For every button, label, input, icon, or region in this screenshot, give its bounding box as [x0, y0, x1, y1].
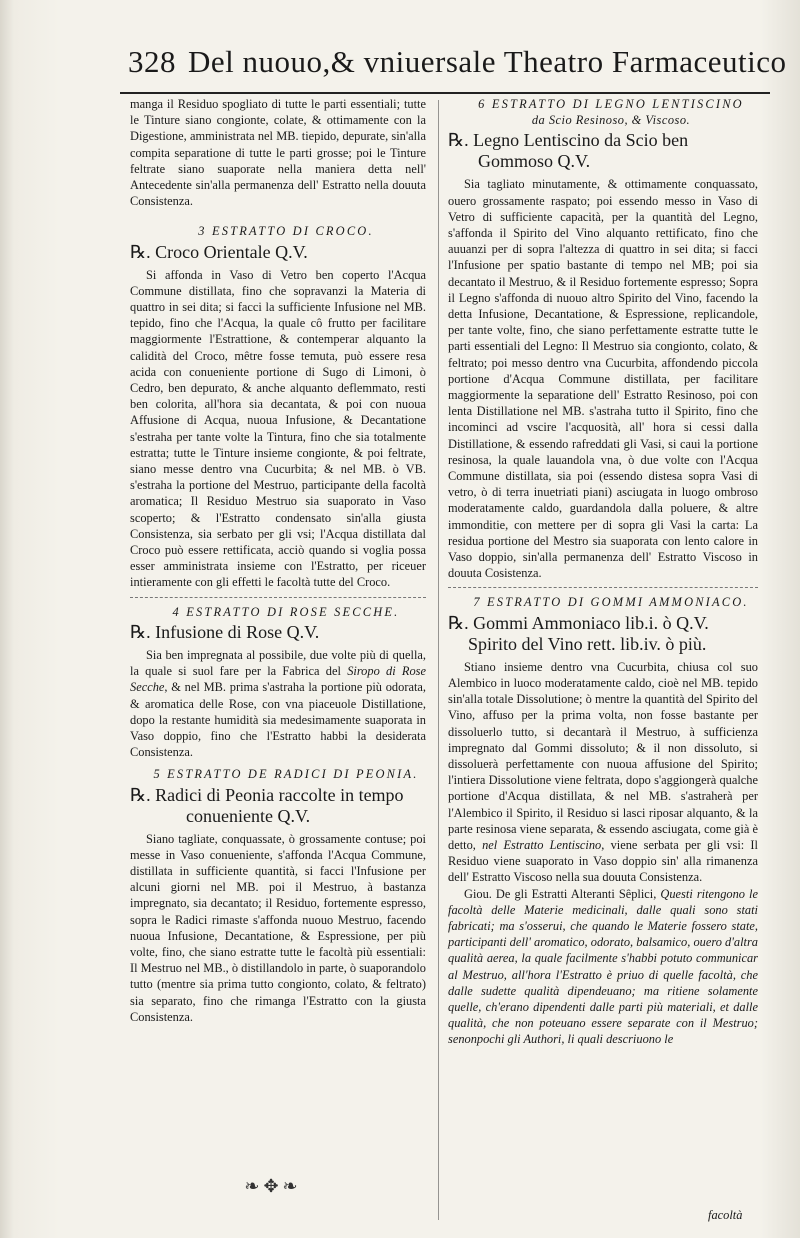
section-3-title: 3 ESTRATTO DI CROCO.: [198, 224, 374, 239]
section-3-body: Si affonda in Vaso di Vetro ben coperto l'Acqua Commune distillata, fino che sopravanzi la Materia di quattro in sei dita; si facci la sufficiente Infusione nel MB. tepido, fino che l'Acqua, la quale cô frutto per facilitare maggiormente l'Estrattione, & contemperar alquanto la calidità del Croco, mêtre fosse temuta, può essere resa acida con conueniente portione di Sugo di Limoni, ò Cedro, ben depurato, & anche alquanto deflemmato, resti ben colorita, all'hora sia decantata, & poi con nuoua Affusione di Acqua, nuoua Infusione, & Decantatione s'estraha per tante volte la Tintura, fino che sia totalmente estratta; tutte le Tinture insieme congionte, & poi feltrate, siano messe dentro vna Cucurbita; & nel MB. ò VB. s'estraha la portione del Mestruo, participante della facoltà aromatica; Il Residuo Mestruo sia suaporato in Vaso scoperto; & l'Estratto condensato sin'alla giusta Consistenza, sia serbato per gli vsi; l'Acqua distillata dal Croco può essere rettificata, acciò quando si voglia possa esser amministrata insieme con l'Estratto, per riceuer intieramente con gli effetti le facoltà tutte del Croco.: [130, 267, 426, 590]
section-6-recipe-line-1: ℞. Legno Lentiscino da Scio ben: [448, 130, 689, 151]
section-5-body: Siano tagliate, conquassate, ò grossamente contuse; poi messe in Vaso conueniente, s'affonda l'Acqua Commune, distillata in sufficiente quantità, si facci l'Infusione per alcuni giorni nel MB. poi il Mestruo, à bastanza impregnato, sia decantato; il Residuo, fortemente espresso, sopra le Radici rimaste s'affonda nuouo Mestruo, facendo nuoua Infusione, Decantatione, & Espressione, per più volte, fino, che siano estratte tutte le facoltà più essentiali: Il Mestruo nel MB., ò distillandolo in parte, ò suaporandolo tutto (mentre sia prima tutto congionto, colato, & feltrato) sia separato, fino che rimanga l'Estratto con la giusta Consistenza.: [130, 831, 426, 1024]
section-6-recipe-line-2: Gommoso Q.V.: [478, 151, 591, 172]
section-7-body: [448, 659, 758, 886]
section-divider: [130, 597, 426, 598]
section-4-title: 4 ESTRATTO DI ROSE SECCHE.: [172, 604, 400, 619]
section-7-body-text-2: , viene serbata per gli vsi: Il Residuo viene suaporato in Vaso doppio sin' alla rimanenza dell' Estratto Viscoso nella sua douuta Consistenza.: [448, 837, 758, 885]
page-number: 328: [128, 44, 176, 79]
column-divider: [438, 100, 439, 1220]
intro-paragraph: manga il Residuo spogliato di tutte le parti essentiali; tutte le Tinture siano congionte, colate, & ottimamente con la Digestione, amministrata nel MB. tiepido, depurate, sin'alla compita separatione di tutte le parti grosse; poi le Tinture feltrate siano suaporate nella maniera detta nell' Antecedente sin'alla permanenza dell' Estratto nella douuta Consistenza.: [130, 97, 426, 209]
section-4-recipe: ℞. Infusione di Rose Q.V.: [130, 621, 320, 642]
tailpiece-ornament: ❧✥❧: [244, 1176, 302, 1197]
section-6-body: Sia tagliato minutamente, & ottimamente conquassato, ouero grossamente raspato; poi essendo messo in Vaso di Vetro di sufficiente capacità, per la quantità del Legno, s'affonda il Spirito del Vino alquanto rettificato, fino che auuanzi per di sopra l'altezza di quattro in sei dita; si facci l'Infusione per spatio bastante di tempo nel MB; poi sia decantato il Mestruo, & il Residuo fortemente espresso; Sopra il Legno s'affonda di nuouo altro Spirito del Vino, facendo la detta Infusione, Decantatione, & Espressione, replicandole, per tante volte, fino, che siano perfettamente estratte tutte le parti essentiali del Legno: Il Mestruo sia congionto, colato, & feltrato; poi messo dentro vna Cucurbita, affondendo piccola portione d'Acqua Commune distillata, per facilitare maggiormente la separatione dell' Estratto Resinoso, poi con lenta Distillatione nel MB. s'astraha tutto il Spirito, fino che incominci ad vscire l'acquosità, all' hora si cessi dalla Distillatione, & essendo rafreddati gli Vasi, si caui la portione resinosa, la quale lauandola vna, ò due volte con l'Acqua Commune distillata, sia poi (essendo distesa sopra Vasi di vetro, ò di terra inuetriati piani) asciugata in luogo ombroso moderatamente caldo, guardandola dalla poluere, & altre immonditie, con mettere per di sopra gli Vasi la carta: La residua portione del Mestro sia suaporata con lento calore in Vaso doppio, sin'alla permanenza dell' Estratto Viscoso in douuta Cosistenza.: [448, 177, 758, 581]
commentary-italic: Questi ritengono le facoltà delle Materie medicinali, dalle quali sono stati fabricati; ma s'osserui, che quando le Materie fossero state, participanti dell' aromatico, odorato, balsamico, ouero d'altra qualità aerea, la quale facilmente s'habbi potuto communicar al Mestruo, all'hora l'Estratto è priuo di quelle facoltà, che dalle sudette qualità dipendeuano; ma ritiene solamente quelle, ch'erano dipendenti dalle parti più materiali, et dalle qualità, che non poteuano essere separate con il Mestruo; senonpochi gli Authori, li quali descriuono le: [448, 886, 758, 1047]
running-header: [128, 44, 787, 94]
section-5-recipe-line-2: conueniente Q.V.: [186, 805, 311, 826]
section-6-recipe: [448, 130, 758, 172]
commentary-paragraph: [448, 886, 758, 1048]
left-column: [130, 96, 426, 1025]
section-7-recipe: [448, 613, 758, 655]
section-7-recipe-line-1: ℞. Gommi Ammoniaco lib.i. ò Q.V.: [448, 612, 709, 633]
commentary-lead: Giou. De gli Estratti Alteranti Sêplici,: [464, 886, 661, 901]
section-4-body: [130, 647, 426, 760]
section-3-recipe: ℞. Croco Orientale Q.V.: [130, 241, 308, 262]
section-7-body-text: Stiano insieme dentro vna Cucurbita, chiusa col suo Alembico in luoco moderatamente caldo, cioè nel MB. tepido sin'alla totale Dissolutione; ò mentre la quantità del Spirito del Vino, affuso per la prima volta, non fosse bastante per dissoluerlo tutto, si decantarà il Mestruo, à sufficienza impregnato dal Gommi dissoluto; & il non dissoluto, si dissoluerà perfettamente con nuoua affusione del Spirito; l'intiera Dissolutione viene feltrata, dopo s'aggiongerà qualche portione d'Acqua distillata, & nel MB. s'astraherà per l'Alembico il Spirito, il Residuo si lasci riposar alquanto, & la parte resinosa viene separata, & essendo asciugata, come già è detto,: [448, 659, 758, 852]
section-7-body-italic: nel Estratto Lentiscino: [482, 837, 602, 852]
section-4-body-text-2: , & nel MB. prima s'astraha la portione più odorata, & aromatica delle Rose, con vna piaceuole Distillatione, dopo la restante humidità sia medesimamente suaporata in Vaso doppio, fino che l'Estratto habbi la desiderata Consistenza.: [130, 680, 426, 760]
section-6-subtitle: da Scio Resinoso, & Viscoso.: [531, 113, 691, 128]
section-4-body-text: Sia ben impregnata al possibile, due volte più di quella, la quale si suol fare per la Fabrica del: [130, 647, 426, 679]
section-7-recipe-line-2: Spirito del Vino rett. lib.iv. ò più.: [468, 633, 707, 654]
section-divider: [448, 587, 758, 588]
running-title: Del nuouo,& vniuersale Theatro Farmaceutico: [188, 44, 787, 79]
section-5-title: 5 ESTRATTO DE RADICI DI PEONIA.: [153, 767, 419, 782]
section-7-title: 7 ESTRATTO DI GOMMI AMMONIACO.: [473, 595, 749, 610]
right-column: [448, 96, 758, 1048]
catchword: facoltà: [708, 1208, 743, 1222]
section-5-recipe: [130, 785, 426, 827]
section-5-recipe-line-1: ℞. Radici di Peonia raccolte in tempo: [130, 784, 404, 805]
header-rule: [120, 92, 770, 94]
section-4-body-italic: Siropo di Rose Secche: [130, 664, 426, 695]
section-6-title: 6 ESTRATTO DI LEGNO LENTISCINO: [478, 97, 744, 111]
